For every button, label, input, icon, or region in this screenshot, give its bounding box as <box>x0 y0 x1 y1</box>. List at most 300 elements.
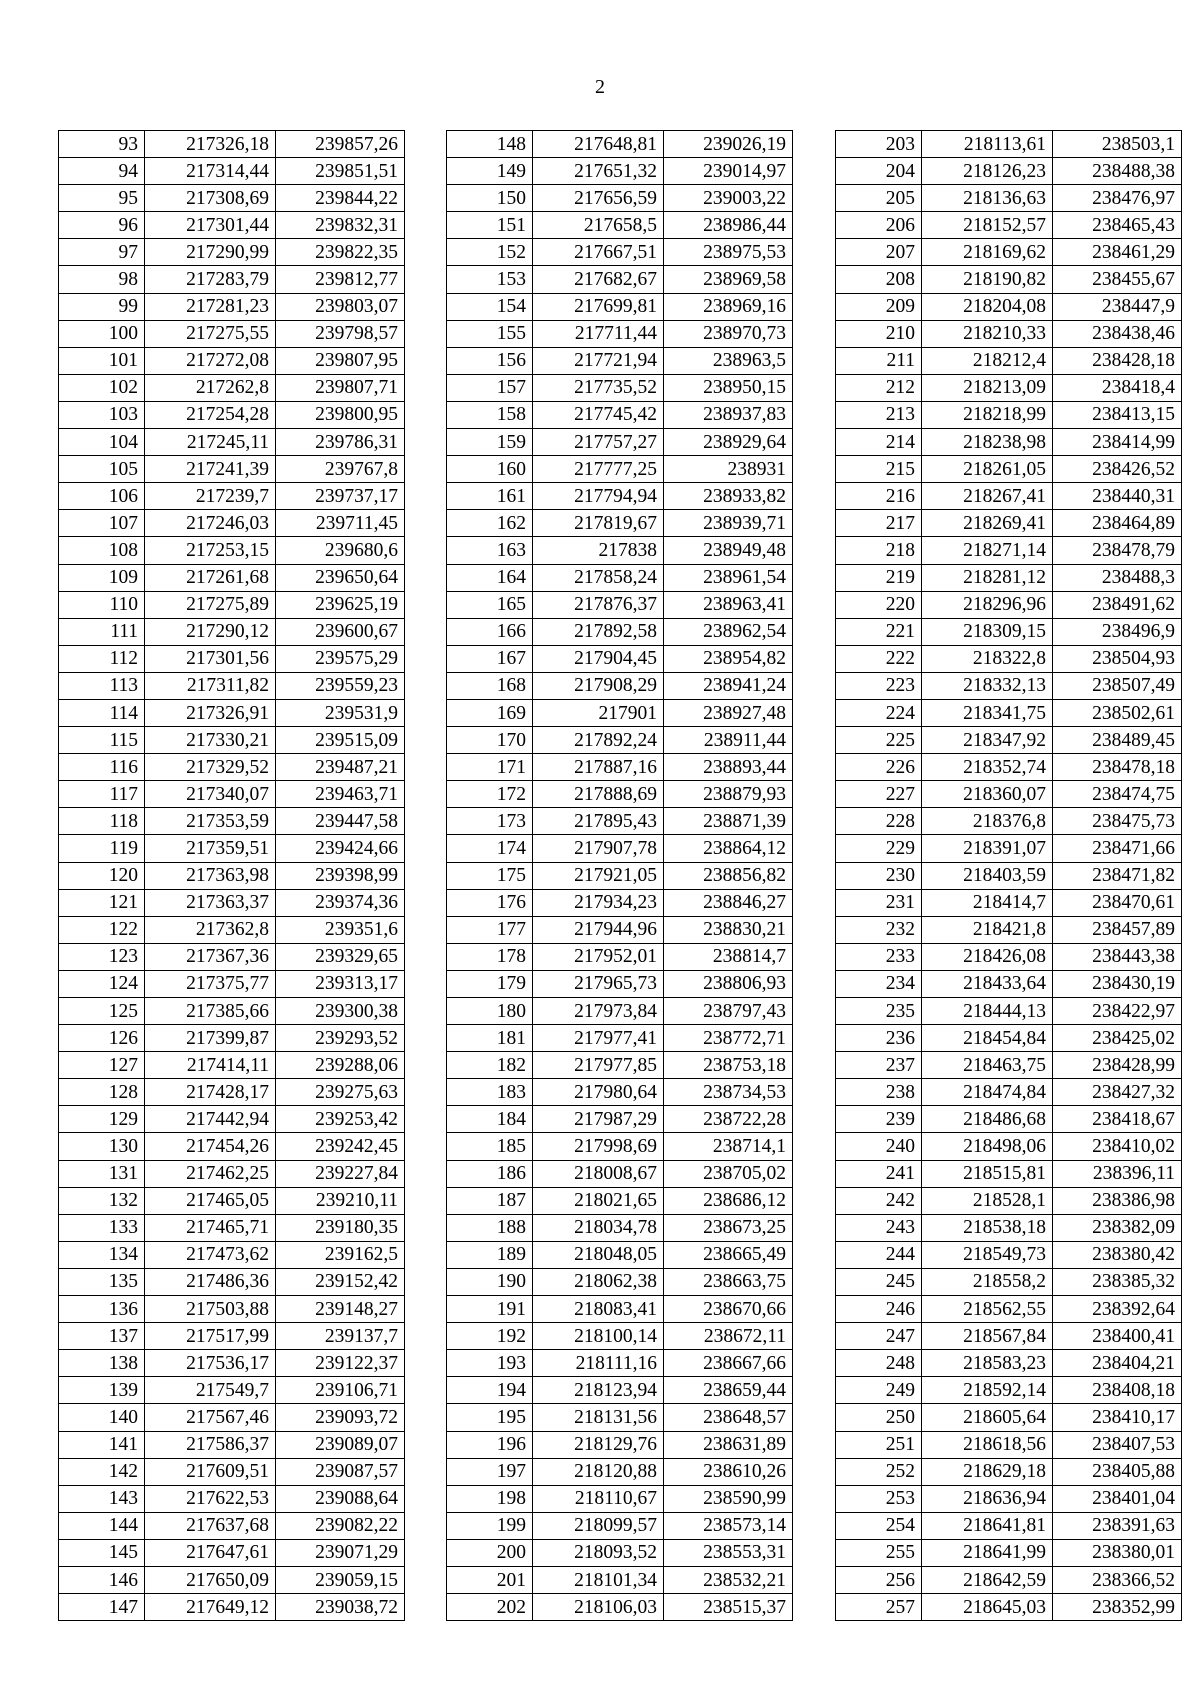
y-coordinate-cell: 238949,48 <box>664 537 793 564</box>
x-coordinate-cell: 218210,33 <box>922 320 1053 347</box>
point-number-cell: 139 <box>59 1377 145 1404</box>
y-coordinate-cell: 238475,73 <box>1053 808 1182 835</box>
y-coordinate-cell: 239088,64 <box>276 1485 405 1512</box>
table-row <box>836 1377 1182 1404</box>
x-coordinate-cell: 218360,07 <box>922 781 1053 808</box>
x-coordinate-cell: 217486,36 <box>145 1268 276 1295</box>
point-number-cell: 250 <box>836 1404 922 1431</box>
x-coordinate-cell: 217892,58 <box>533 618 664 645</box>
table-row <box>836 510 1182 537</box>
y-coordinate-cell: 238391,63 <box>1053 1512 1182 1539</box>
table-row <box>836 998 1182 1025</box>
table-row <box>59 889 405 916</box>
x-coordinate-cell: 217367,36 <box>145 943 276 970</box>
x-coordinate-cell: 217414,11 <box>145 1052 276 1079</box>
y-coordinate-cell: 238418,4 <box>1053 374 1182 401</box>
x-coordinate-cell: 218213,09 <box>922 374 1053 401</box>
x-coordinate-cell: 217363,37 <box>145 889 276 916</box>
x-coordinate-cell: 217465,71 <box>145 1214 276 1241</box>
x-coordinate-cell: 218238,98 <box>922 429 1053 456</box>
y-coordinate-cell: 239313,17 <box>276 970 405 997</box>
table-row <box>59 266 405 293</box>
point-number-cell: 203 <box>836 131 922 158</box>
table-row <box>836 1566 1182 1593</box>
table-row <box>59 1594 405 1621</box>
table-row <box>59 564 405 591</box>
y-coordinate-cell: 238461,29 <box>1053 239 1182 266</box>
y-coordinate-cell: 238864,12 <box>664 835 793 862</box>
point-number-cell: 255 <box>836 1539 922 1566</box>
y-coordinate-cell: 239003,22 <box>664 185 793 212</box>
point-number-cell: 211 <box>836 347 922 374</box>
x-coordinate-cell: 217301,44 <box>145 212 276 239</box>
table-row <box>59 862 405 889</box>
y-coordinate-cell: 238471,66 <box>1053 835 1182 862</box>
y-coordinate-cell: 238670,66 <box>664 1296 793 1323</box>
point-number-cell: 138 <box>59 1350 145 1377</box>
table-row <box>836 1594 1182 1621</box>
x-coordinate-cell: 217777,25 <box>533 456 664 483</box>
table-row <box>447 970 793 997</box>
x-coordinate-cell: 217973,84 <box>533 998 664 1025</box>
point-number-cell: 191 <box>447 1296 533 1323</box>
y-coordinate-cell: 239625,19 <box>276 591 405 618</box>
table-row <box>836 1025 1182 1052</box>
y-coordinate-cell: 238366,52 <box>1053 1566 1182 1593</box>
x-coordinate-cell: 218190,82 <box>922 266 1053 293</box>
x-coordinate-cell: 217887,16 <box>533 754 664 781</box>
x-coordinate-cell: 217549,7 <box>145 1377 276 1404</box>
table-row <box>836 131 1182 158</box>
point-number-cell: 195 <box>447 1404 533 1431</box>
x-coordinate-cell: 217658,5 <box>533 212 664 239</box>
y-coordinate-cell: 239600,67 <box>276 618 405 645</box>
x-coordinate-cell: 217757,27 <box>533 429 664 456</box>
table-row <box>447 1512 793 1539</box>
point-number-cell: 108 <box>59 537 145 564</box>
x-coordinate-cell: 218592,14 <box>922 1377 1053 1404</box>
point-number-cell: 109 <box>59 564 145 591</box>
point-number-cell: 114 <box>59 699 145 726</box>
point-number-cell: 164 <box>447 564 533 591</box>
table-row <box>447 1431 793 1458</box>
y-coordinate-cell: 239803,07 <box>276 293 405 320</box>
point-number-cell: 148 <box>447 131 533 158</box>
table-row <box>836 781 1182 808</box>
table-row <box>836 618 1182 645</box>
table-row <box>836 320 1182 347</box>
x-coordinate-cell: 217473,62 <box>145 1241 276 1268</box>
point-number-cell: 189 <box>447 1241 533 1268</box>
point-number-cell: 225 <box>836 727 922 754</box>
y-coordinate-cell: 238659,44 <box>664 1377 793 1404</box>
point-number-cell: 186 <box>447 1160 533 1187</box>
x-coordinate-cell: 217901 <box>533 699 664 726</box>
y-coordinate-cell: 238478,79 <box>1053 537 1182 564</box>
y-coordinate-cell: 238430,19 <box>1053 970 1182 997</box>
point-number-cell: 204 <box>836 158 922 185</box>
x-coordinate-cell: 217428,17 <box>145 1079 276 1106</box>
x-coordinate-cell: 218636,94 <box>922 1485 1053 1512</box>
x-coordinate-cell: 218129,76 <box>533 1431 664 1458</box>
point-number-cell: 116 <box>59 754 145 781</box>
table-row <box>836 754 1182 781</box>
x-coordinate-cell: 217667,51 <box>533 239 664 266</box>
y-coordinate-cell: 238507,49 <box>1053 672 1182 699</box>
point-number-cell: 133 <box>59 1214 145 1241</box>
table-row <box>447 1458 793 1485</box>
table-row <box>836 591 1182 618</box>
y-coordinate-cell: 239148,27 <box>276 1296 405 1323</box>
x-coordinate-cell: 218641,81 <box>922 1512 1053 1539</box>
table-row <box>447 645 793 672</box>
table-row <box>59 239 405 266</box>
y-coordinate-cell: 238961,54 <box>664 564 793 591</box>
table-row <box>836 943 1182 970</box>
point-number-cell: 141 <box>59 1431 145 1458</box>
table-row <box>836 1214 1182 1241</box>
table-row <box>447 347 793 374</box>
table-row <box>447 1106 793 1133</box>
point-number-cell: 190 <box>447 1268 533 1295</box>
x-coordinate-cell: 218549,73 <box>922 1241 1053 1268</box>
y-coordinate-cell: 239798,57 <box>276 320 405 347</box>
point-number-cell: 239 <box>836 1106 922 1133</box>
y-coordinate-cell: 239786,31 <box>276 429 405 456</box>
table-row <box>836 537 1182 564</box>
point-number-cell: 170 <box>447 727 533 754</box>
x-coordinate-cell: 217637,68 <box>145 1512 276 1539</box>
y-coordinate-cell: 238410,17 <box>1053 1404 1182 1431</box>
y-coordinate-cell: 238929,64 <box>664 429 793 456</box>
x-coordinate-cell: 218111,16 <box>533 1350 664 1377</box>
y-coordinate-cell: 239014,97 <box>664 158 793 185</box>
table-row <box>59 510 405 537</box>
table-row <box>59 970 405 997</box>
point-number-cell: 253 <box>836 1485 922 1512</box>
point-number-cell: 220 <box>836 591 922 618</box>
x-coordinate-cell: 217977,85 <box>533 1052 664 1079</box>
x-coordinate-cell: 218352,74 <box>922 754 1053 781</box>
point-number-cell: 248 <box>836 1350 922 1377</box>
y-coordinate-cell: 238969,16 <box>664 293 793 320</box>
x-coordinate-cell: 218126,23 <box>922 158 1053 185</box>
point-number-cell: 223 <box>836 672 922 699</box>
y-coordinate-cell: 238963,5 <box>664 347 793 374</box>
y-coordinate-cell: 239737,17 <box>276 483 405 510</box>
point-number-cell: 149 <box>447 158 533 185</box>
point-number-cell: 126 <box>59 1025 145 1052</box>
x-coordinate-cell: 217329,52 <box>145 754 276 781</box>
table-row <box>836 1431 1182 1458</box>
table-row <box>447 293 793 320</box>
x-coordinate-cell: 217699,81 <box>533 293 664 320</box>
point-number-cell: 163 <box>447 537 533 564</box>
table-row <box>836 1133 1182 1160</box>
table-row <box>447 754 793 781</box>
y-coordinate-cell: 238830,21 <box>664 916 793 943</box>
y-coordinate-cell: 238496,9 <box>1053 618 1182 645</box>
x-coordinate-cell: 217275,89 <box>145 591 276 618</box>
x-coordinate-cell: 218267,41 <box>922 483 1053 510</box>
point-number-cell: 160 <box>447 456 533 483</box>
x-coordinate-cell: 218629,18 <box>922 1458 1053 1485</box>
y-coordinate-cell: 238714,1 <box>664 1133 793 1160</box>
table-row <box>836 1052 1182 1079</box>
y-coordinate-cell: 238428,99 <box>1053 1052 1182 1079</box>
x-coordinate-cell: 218414,7 <box>922 889 1053 916</box>
point-number-cell: 169 <box>447 699 533 726</box>
x-coordinate-cell: 217980,64 <box>533 1079 664 1106</box>
x-coordinate-cell: 218618,56 <box>922 1431 1053 1458</box>
y-coordinate-cell: 239329,65 <box>276 943 405 970</box>
table-row <box>59 456 405 483</box>
point-number-cell: 145 <box>59 1539 145 1566</box>
point-number-cell: 155 <box>447 320 533 347</box>
y-coordinate-cell: 238385,32 <box>1053 1268 1182 1295</box>
y-coordinate-cell: 238455,67 <box>1053 266 1182 293</box>
table-row <box>447 916 793 943</box>
x-coordinate-cell: 217465,05 <box>145 1187 276 1214</box>
x-coordinate-cell: 217819,67 <box>533 510 664 537</box>
y-coordinate-cell: 238489,45 <box>1053 727 1182 754</box>
y-coordinate-cell: 238933,82 <box>664 483 793 510</box>
point-number-cell: 206 <box>836 212 922 239</box>
point-number-cell: 132 <box>59 1187 145 1214</box>
table-row <box>59 1323 405 1350</box>
point-number-cell: 125 <box>59 998 145 1025</box>
point-number-cell: 175 <box>447 862 533 889</box>
table-row <box>836 889 1182 916</box>
x-coordinate-cell: 218463,75 <box>922 1052 1053 1079</box>
point-number-cell: 207 <box>836 239 922 266</box>
point-number-cell: 178 <box>447 943 533 970</box>
x-coordinate-cell: 217314,44 <box>145 158 276 185</box>
y-coordinate-cell: 238408,18 <box>1053 1377 1182 1404</box>
table-row <box>836 727 1182 754</box>
table-row <box>59 618 405 645</box>
x-coordinate-cell: 217353,59 <box>145 808 276 835</box>
x-coordinate-cell: 217462,25 <box>145 1160 276 1187</box>
point-number-cell: 199 <box>447 1512 533 1539</box>
table-row <box>836 645 1182 672</box>
y-coordinate-cell: 238667,66 <box>664 1350 793 1377</box>
y-coordinate-cell: 238856,82 <box>664 862 793 889</box>
point-number-cell: 161 <box>447 483 533 510</box>
point-number-cell: 193 <box>447 1350 533 1377</box>
table-row <box>59 374 405 401</box>
x-coordinate-cell: 217907,78 <box>533 835 664 862</box>
table-row <box>836 672 1182 699</box>
y-coordinate-cell: 239822,35 <box>276 239 405 266</box>
x-coordinate-cell: 218261,05 <box>922 456 1053 483</box>
x-coordinate-cell: 217952,01 <box>533 943 664 970</box>
coordinates-table-1 <box>58 130 405 1621</box>
x-coordinate-cell: 218403,59 <box>922 862 1053 889</box>
table-row <box>59 212 405 239</box>
point-number-cell: 237 <box>836 1052 922 1079</box>
x-coordinate-cell: 217246,03 <box>145 510 276 537</box>
table-row <box>447 808 793 835</box>
point-number-cell: 103 <box>59 401 145 428</box>
table-row <box>59 699 405 726</box>
x-coordinate-cell: 217711,44 <box>533 320 664 347</box>
x-coordinate-cell: 218093,52 <box>533 1539 664 1566</box>
x-coordinate-cell: 217283,79 <box>145 266 276 293</box>
y-coordinate-cell: 238447,9 <box>1053 293 1182 320</box>
x-coordinate-cell: 217442,94 <box>145 1106 276 1133</box>
table-row <box>59 1485 405 1512</box>
table-row <box>836 835 1182 862</box>
x-coordinate-cell: 218110,67 <box>533 1485 664 1512</box>
y-coordinate-cell: 238478,18 <box>1053 754 1182 781</box>
table-row <box>836 1350 1182 1377</box>
y-coordinate-cell: 239374,36 <box>276 889 405 916</box>
point-number-cell: 198 <box>447 1485 533 1512</box>
point-number-cell: 229 <box>836 835 922 862</box>
y-coordinate-cell: 238969,58 <box>664 266 793 293</box>
point-number-cell: 119 <box>59 835 145 862</box>
x-coordinate-cell: 217454,26 <box>145 1133 276 1160</box>
table-row <box>447 1025 793 1052</box>
point-number-cell: 123 <box>59 943 145 970</box>
table-row <box>447 185 793 212</box>
table-row <box>447 456 793 483</box>
table-row <box>836 1160 1182 1187</box>
x-coordinate-cell: 218309,15 <box>922 618 1053 645</box>
table-row <box>836 429 1182 456</box>
y-coordinate-cell: 238814,7 <box>664 943 793 970</box>
point-number-cell: 197 <box>447 1458 533 1485</box>
table-row <box>59 483 405 510</box>
table-row <box>447 1133 793 1160</box>
x-coordinate-cell: 217921,05 <box>533 862 664 889</box>
table-row <box>447 1404 793 1431</box>
point-number-cell: 100 <box>59 320 145 347</box>
table-row <box>836 483 1182 510</box>
y-coordinate-cell: 238846,27 <box>664 889 793 916</box>
point-number-cell: 212 <box>836 374 922 401</box>
x-coordinate-cell: 217622,53 <box>145 1485 276 1512</box>
x-coordinate-cell: 217648,81 <box>533 131 664 158</box>
table-row <box>447 998 793 1025</box>
coordinates-table-2 <box>446 130 793 1621</box>
table-row <box>836 1512 1182 1539</box>
table-row <box>447 1268 793 1295</box>
x-coordinate-cell: 217536,17 <box>145 1350 276 1377</box>
y-coordinate-cell: 238464,89 <box>1053 510 1182 537</box>
table-row <box>447 1296 793 1323</box>
table-row <box>447 239 793 266</box>
point-number-cell: 130 <box>59 1133 145 1160</box>
point-number-cell: 254 <box>836 1512 922 1539</box>
y-coordinate-cell: 238893,44 <box>664 754 793 781</box>
x-coordinate-cell: 217301,56 <box>145 645 276 672</box>
point-number-cell: 201 <box>447 1566 533 1593</box>
y-coordinate-cell: 239038,72 <box>276 1594 405 1621</box>
y-coordinate-cell: 238426,52 <box>1053 456 1182 483</box>
point-number-cell: 216 <box>836 483 922 510</box>
point-number-cell: 209 <box>836 293 922 320</box>
table-row <box>836 212 1182 239</box>
point-number-cell: 243 <box>836 1214 922 1241</box>
table-row <box>447 1241 793 1268</box>
y-coordinate-cell: 239767,8 <box>276 456 405 483</box>
y-coordinate-cell: 239463,71 <box>276 781 405 808</box>
table-row <box>836 699 1182 726</box>
y-coordinate-cell: 238392,64 <box>1053 1296 1182 1323</box>
x-coordinate-cell: 218642,59 <box>922 1566 1053 1593</box>
y-coordinate-cell: 238503,1 <box>1053 131 1182 158</box>
table-row <box>836 293 1182 320</box>
point-number-cell: 95 <box>59 185 145 212</box>
point-number-cell: 173 <box>447 808 533 835</box>
x-coordinate-cell: 217586,37 <box>145 1431 276 1458</box>
x-coordinate-cell: 217262,8 <box>145 374 276 401</box>
table-row <box>59 1241 405 1268</box>
x-coordinate-cell: 217326,18 <box>145 131 276 158</box>
table-row <box>836 1106 1182 1133</box>
point-number-cell: 233 <box>836 943 922 970</box>
x-coordinate-cell: 218583,23 <box>922 1350 1053 1377</box>
y-coordinate-cell: 238911,44 <box>664 727 793 754</box>
point-number-cell: 147 <box>59 1594 145 1621</box>
y-coordinate-cell: 239575,29 <box>276 645 405 672</box>
y-coordinate-cell: 238672,11 <box>664 1323 793 1350</box>
x-coordinate-cell: 217735,52 <box>533 374 664 401</box>
y-coordinate-cell: 239812,77 <box>276 266 405 293</box>
table-row <box>59 429 405 456</box>
point-number-cell: 226 <box>836 754 922 781</box>
x-coordinate-cell: 218567,84 <box>922 1323 1053 1350</box>
x-coordinate-cell: 218048,05 <box>533 1241 664 1268</box>
point-number-cell: 94 <box>59 158 145 185</box>
table-row <box>447 1566 793 1593</box>
y-coordinate-cell: 238465,43 <box>1053 212 1182 239</box>
y-coordinate-cell: 238418,67 <box>1053 1106 1182 1133</box>
y-coordinate-cell: 239424,66 <box>276 835 405 862</box>
point-number-cell: 230 <box>836 862 922 889</box>
table-row <box>447 429 793 456</box>
point-number-cell: 187 <box>447 1187 533 1214</box>
y-coordinate-cell: 239800,95 <box>276 401 405 428</box>
point-number-cell: 99 <box>59 293 145 320</box>
point-number-cell: 159 <box>447 429 533 456</box>
point-number-cell: 110 <box>59 591 145 618</box>
table-row <box>59 754 405 781</box>
x-coordinate-cell: 217892,24 <box>533 727 664 754</box>
point-number-cell: 236 <box>836 1025 922 1052</box>
point-number-cell: 234 <box>836 970 922 997</box>
x-coordinate-cell: 217838 <box>533 537 664 564</box>
table-row <box>59 1431 405 1458</box>
x-coordinate-cell: 217876,37 <box>533 591 664 618</box>
y-coordinate-cell: 239293,52 <box>276 1025 405 1052</box>
x-coordinate-cell: 217290,99 <box>145 239 276 266</box>
table-row <box>447 320 793 347</box>
y-coordinate-cell: 239680,6 <box>276 537 405 564</box>
x-coordinate-cell: 218474,84 <box>922 1079 1053 1106</box>
point-number-cell: 106 <box>59 483 145 510</box>
x-coordinate-cell: 218486,68 <box>922 1106 1053 1133</box>
x-coordinate-cell: 217682,67 <box>533 266 664 293</box>
point-number-cell: 98 <box>59 266 145 293</box>
table-row <box>59 158 405 185</box>
point-number-cell: 135 <box>59 1268 145 1295</box>
x-coordinate-cell: 218562,55 <box>922 1296 1053 1323</box>
table-row <box>836 266 1182 293</box>
x-coordinate-cell: 218538,18 <box>922 1214 1053 1241</box>
